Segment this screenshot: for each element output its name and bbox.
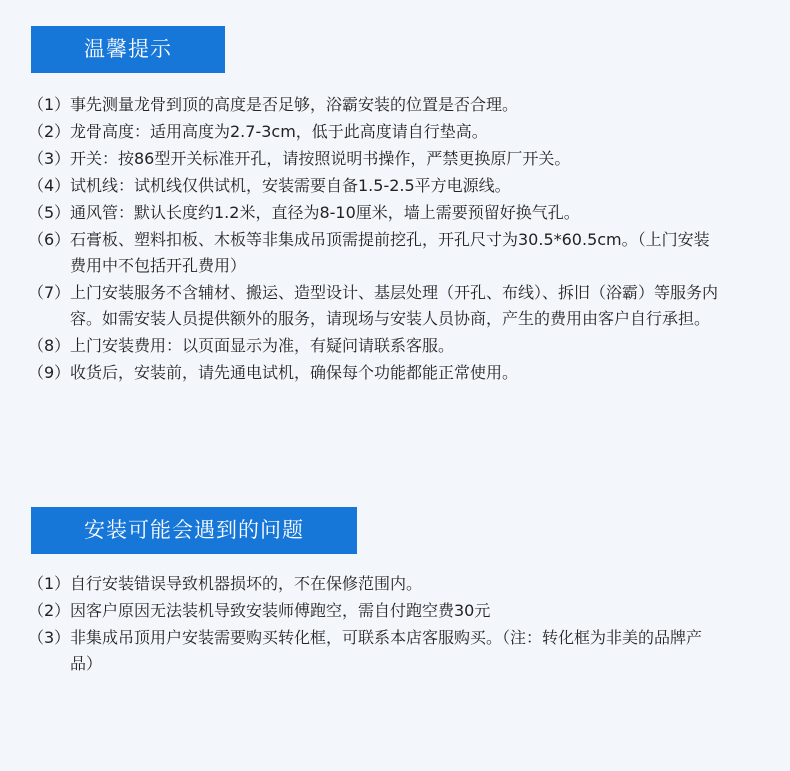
list-item bbox=[28, 333, 718, 359]
tips-list bbox=[28, 92, 718, 387]
list-item bbox=[28, 360, 718, 386]
item-text: 因客户原因无法装机导致安装师傅跑空，需自付跑空费30元 bbox=[70, 601, 491, 620]
item-number: （2） bbox=[28, 601, 71, 620]
item-text: 自行安装错误导致机器损坏的，不在保修范围内。 bbox=[70, 574, 423, 593]
item-number: （9） bbox=[28, 363, 71, 382]
item-text: 非集成吊顶用户安装需要购买转化框，可联系本店客服购买。（注：转化框为非美的品牌产品） bbox=[70, 628, 703, 673]
item-text: 石膏板、塑料扣板、木板等非集成吊顶需提前挖孔，开孔尺寸为30.5*60.5cm。（上门安装费用中不包括开孔费用） bbox=[70, 230, 710, 275]
issues-list bbox=[28, 571, 718, 678]
section-title-tips: 温馨提示 bbox=[31, 26, 225, 73]
item-text: 事先测量龙骨到顶的高度是否足够，浴霸安装的位置是否合理。 bbox=[70, 95, 519, 114]
item-number: （7） bbox=[28, 283, 71, 302]
item-text: 通风管：默认长度约1.2米，直径为8-10厘米，墙上需要预留好换气孔。 bbox=[70, 203, 580, 222]
list-item bbox=[28, 173, 718, 199]
item-number: （5） bbox=[28, 203, 71, 222]
item-number: （8） bbox=[28, 336, 71, 355]
item-number: （4） bbox=[28, 176, 71, 195]
item-text: 龙骨高度：适用高度为2.7-3cm，低于此高度请自行垫高。 bbox=[70, 122, 488, 141]
section-title-installation-issues: 安装可能会遇到的问题 bbox=[31, 507, 357, 554]
list-item bbox=[28, 227, 718, 279]
item-text: 上门安装服务不含辅材、搬运、造型设计、基层处理（开孔、布线）、拆旧（浴霸）等服务内容。如需安装人员提供额外的服务，请现场与安装人员协商，产生的费用由客户自行承担。 bbox=[70, 283, 719, 328]
item-text: 上门安装费用：以页面显示为准，有疑问请联系客服。 bbox=[70, 336, 455, 355]
item-number: （2） bbox=[28, 122, 71, 141]
item-text: 开关：按86型开关标准开孔，请按照说明书操作，严禁更换原厂开关。 bbox=[70, 149, 571, 168]
list-item bbox=[28, 119, 718, 145]
item-number: （1） bbox=[28, 574, 71, 593]
list-item bbox=[28, 200, 718, 226]
item-number: （3） bbox=[28, 628, 71, 647]
item-number: （6） bbox=[28, 230, 71, 249]
list-item bbox=[28, 92, 718, 118]
list-item bbox=[28, 280, 718, 332]
list-item bbox=[28, 146, 718, 172]
list-item bbox=[28, 571, 718, 597]
item-number: （1） bbox=[28, 95, 71, 114]
item-text: 试机线：试机线仅供试机，安装需要自备1.5-2.5平方电源线。 bbox=[70, 176, 511, 195]
list-item bbox=[28, 598, 718, 624]
item-text: 收货后，安装前，请先通电试机，确保每个功能都能正常使用。 bbox=[70, 363, 519, 382]
item-number: （3） bbox=[28, 149, 71, 168]
list-item bbox=[28, 625, 718, 677]
